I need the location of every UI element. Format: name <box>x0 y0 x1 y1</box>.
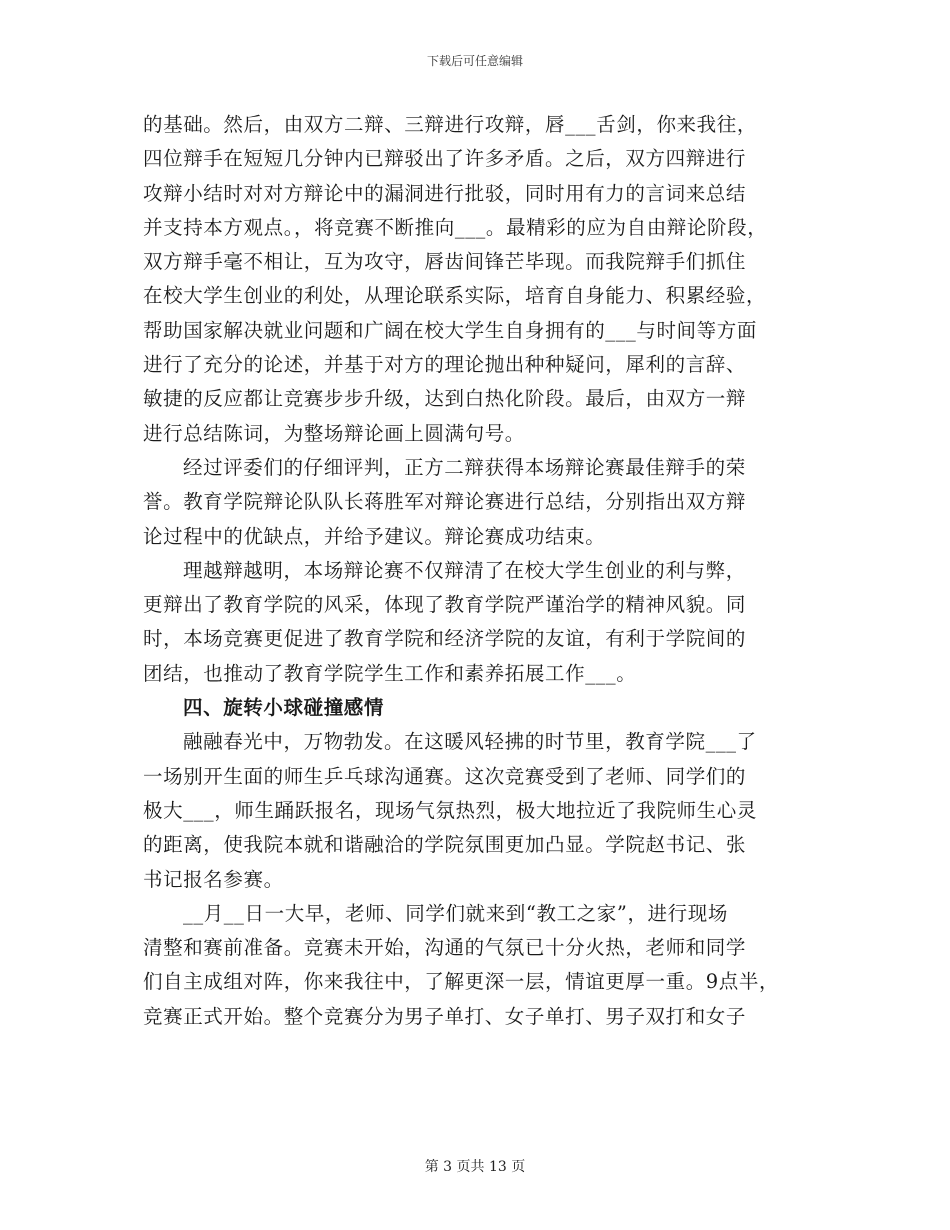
text-line: 极大___，师生踊跃报名，现场气氛热烈，极大地拉近了我院师生心灵 <box>143 798 757 822</box>
text-line: 攻辩小结时对对方辩论中的漏洞进行批驳，同时用有力的言词来总结 <box>143 181 747 205</box>
text-line: 的距离，使我院本就和谐融洽的学院氛围更加凸显。学院赵书记、张 <box>143 833 747 857</box>
text-line: 的基础。然后，由双方二辩、三辩进行攻辩，唇___舌剑，你来我往， <box>143 113 757 136</box>
paragraph-start-line: 经过评委们的仔细评判，正方二辩获得本场辩论赛最佳辩手的荣 <box>183 455 746 479</box>
paragraph-start-line: 理越辩越明，本场辩论赛不仅辩清了在校大学生创业的利与弊， <box>183 558 746 582</box>
paragraph-start-line: __月__日一大早，老师、同学们就来到“教工之家”，进行现场 <box>183 901 728 925</box>
text-line: 更辩出了教育学院的风采，体现了教育学院严谨治学的精神风貌。同 <box>143 593 747 617</box>
page-header: 下载后可任意编辑 <box>426 54 523 68</box>
text-line: 四位辩手在短短几分钟内已辩驳出了许多矛盾。之后，双方四辩进行 <box>143 147 747 171</box>
text-line: 一场别开生面的师生乒乓球沟通赛。这次竞赛受到了老师、同学们的 <box>143 764 747 788</box>
page-footer: 第 3 页共 13 页 <box>424 1159 526 1175</box>
text-line: 进行总结陈词，为整场辩论画上圆满句号。 <box>143 421 525 445</box>
text-line: 并支持本方观点。，将竞赛不断推向___。最精彩的应为自由辩论阶段， <box>143 215 768 239</box>
document-body <box>143 108 823 1034</box>
paragraph-start-line: 融融春光中，万物勃发。在这暖风轻拂的时节里，教育学院___了 <box>183 730 757 754</box>
text-line: 清整和赛前准备。竞赛未开始，沟通的气氛已十分火热，老师和同学 <box>143 936 747 960</box>
text-line: 在校大学生创业的利处，从理论联系实际，培育自身能力、积累经验， <box>143 284 767 308</box>
text-line: 团结，也推动了教育学院学生工作和素养拓展工作___。 <box>143 661 637 685</box>
text-line: 敏捷的反应都让竞赛步步升级，达到白热化阶段。最后，由双方一辩 <box>143 387 747 411</box>
text-line: 竞赛正式开始。整个竞赛分为男子单打、女子单打、男子双打和女子 <box>143 1004 747 1028</box>
text-line: 双方辩手毫不相让，互为攻守，唇齿间锋芒毕现。而我院辩手们抓住 <box>143 250 747 274</box>
text-line: 帮助国家解决就业问题和广阔在校大学生自身拥有的___与时间等方面 <box>143 318 757 342</box>
text-line: 书记报名参赛。 <box>143 867 284 891</box>
section-heading: 四、旋转小球碰撞感情 <box>183 696 385 720</box>
text-line: 论过程中的优缺点，并给予建议。辩论赛成功结束。 <box>143 524 606 548</box>
text-line: 们自主成组对阵，你来我往中，了解更深一层，情谊更厚一重。9点半， <box>143 970 780 994</box>
text-line: 誉。教育学院辩论队队长蒋胜军对辩论赛进行总结，分别指出双方辩 <box>143 490 747 514</box>
text-line: 进行了充分的论述，并基于对方的理论抛出种种疑问，犀利的言辞、 <box>143 353 747 377</box>
text-line: 时，本场竞赛更促进了教育学院和经济学院的友谊，有利于学院间的 <box>143 627 747 651</box>
